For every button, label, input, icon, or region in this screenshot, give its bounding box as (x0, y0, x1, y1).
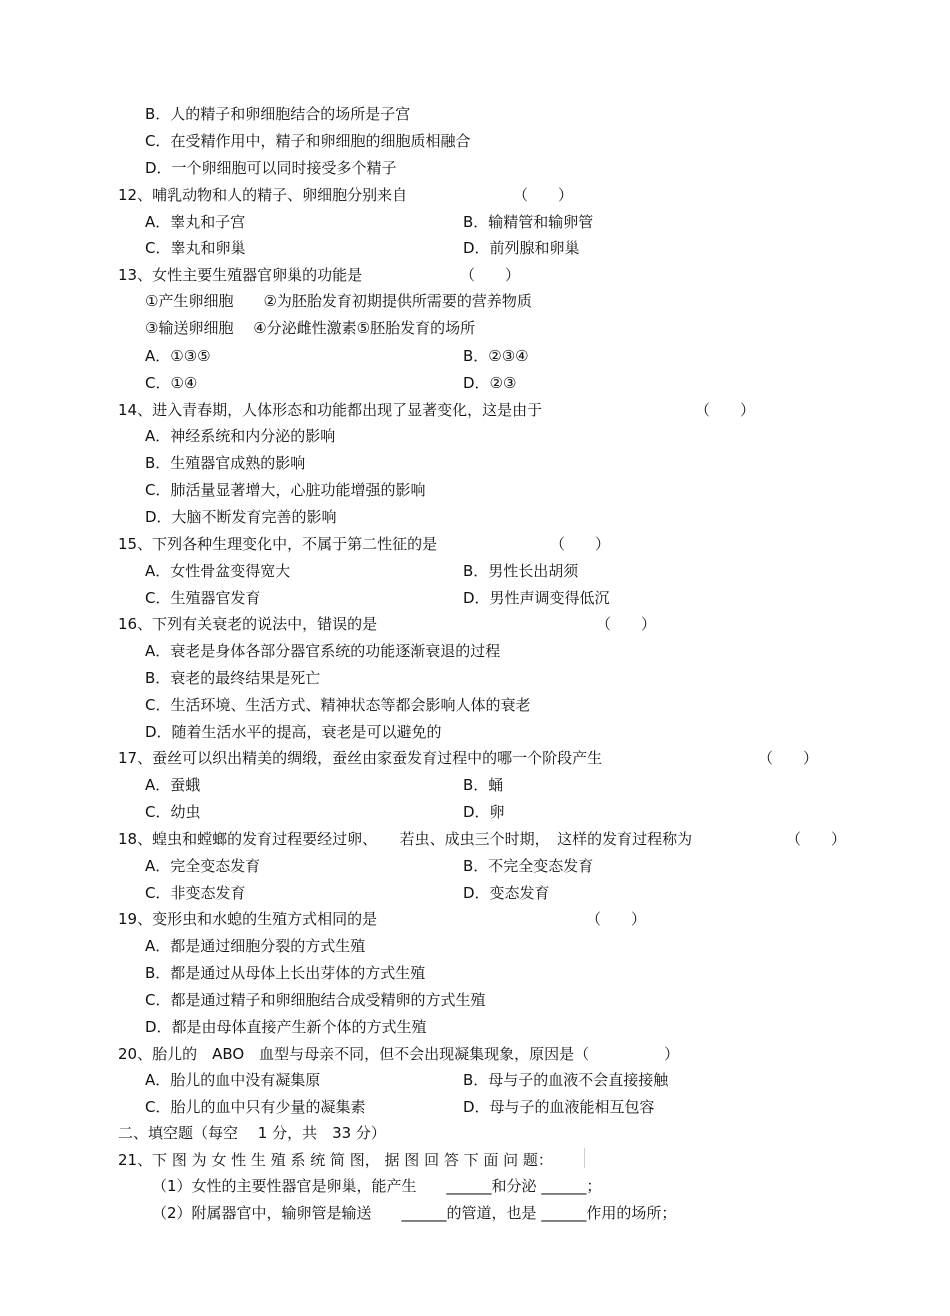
question-19: 19、变形虫和水螅的生殖方式相同的是 (118, 910, 378, 928)
option-13-a: A．①③⑤ (145, 347, 211, 365)
text-cursor-mark (584, 1148, 585, 1168)
option-19-a: A．都是通过细胞分裂的方式生殖 (145, 937, 366, 955)
question-15: 15、下列各种生理变化中，不属于第二性征的是 (118, 535, 438, 553)
option-14-d: D．大脑不断发育完善的影响 (145, 508, 337, 526)
option-20-b: B．母与子的血液不会直接接触 (463, 1071, 669, 1089)
option-13-d: D．②③ (463, 374, 517, 392)
option-17-b: B．蛹 (463, 776, 504, 794)
answer-paren-12: （ ） (513, 186, 574, 204)
answer-paren-17: （ ） (758, 749, 819, 767)
question-18: 18、蝗虫和螳螂的发育过程要经过卵、 若虫、成虫三个时期， 这样的发育过程称为 (118, 830, 693, 848)
option-15-a: A．女性骨盆变得宽大 (145, 562, 291, 580)
option-12-a: A．睾丸和子宫 (145, 213, 246, 231)
option-12-d: D．前列腺和卵巢 (463, 239, 580, 257)
option-16-b: B．衰老的最终结果是死亡 (145, 669, 321, 687)
option-20-a: A．胎儿的血中没有凝集原 (145, 1071, 321, 1089)
option-18-d: D．变态发育 (463, 884, 550, 902)
answer-paren-19: （ ） (586, 910, 647, 928)
question-12: 12、哺乳动物和人的精子、卵细胞分别来自 (118, 186, 408, 204)
option-13-b: B．②③④ (463, 347, 529, 365)
answer-paren-16: （ ） (596, 615, 657, 633)
option-20-c: C．胎儿的血中只有少量的凝集素 (145, 1098, 366, 1116)
option-19-b: B．都是通过从母体上长出芽体的方式生殖 (145, 964, 426, 982)
option-11-d: D．一个卵细胞可以同时接受多个精子 (145, 159, 397, 177)
answer-paren-13: （ ） (460, 266, 521, 284)
option-15-b: B．男性长出胡须 (463, 562, 579, 580)
option-20-d: D．母与子的血液能相互包容 (463, 1098, 655, 1116)
question-14: 14、进入青春期，人体形态和功能都出现了显著变化，这是由于 (118, 401, 543, 419)
option-17-d: D．卵 (463, 803, 505, 821)
option-18-a: A．完全变态发育 (145, 857, 261, 875)
option-16-a: A．衰老是身体各部分器官系统的功能逐渐衰退的过程 (145, 642, 501, 660)
question-13-items-1: ①产生卵细胞 ②为胚胎发育初期提供所需要的营养物质 (145, 292, 532, 310)
answer-paren-15: （ ） (550, 535, 611, 553)
option-15-c: C．生殖器官发育 (145, 589, 261, 607)
question-21: 21、下 图 为 女 性 生 殖 系 统 简 图， 据 图 回 答 下 面 问 题： (118, 1151, 553, 1169)
question-13-items-2: ③输送卵细胞 ④分泌雌性激素⑤胚胎发育的场所 (145, 319, 476, 337)
section-title-fill-in: 二、填空题（每空 1 分，共 33 分） (118, 1124, 386, 1142)
option-11-b: B．人的精子和卵细胞结合的场所是子宫 (145, 105, 411, 123)
option-19-d: D．都是由母体直接产生新个体的方式生殖 (145, 1018, 427, 1036)
option-18-c: C．非变态发育 (145, 884, 246, 902)
option-12-b: B．输精管和输卵管 (463, 213, 594, 231)
question-21-sub-2: （2）附属器官中，输卵管是输送 ______的管道，也是 ______作用的场所； (152, 1204, 677, 1222)
question-20: 20、胎儿的 ABO 血型与母亲不同，但不会出现凝集现象，原因是（ ） (118, 1045, 680, 1063)
option-18-b: B．不完全变态发育 (463, 857, 594, 875)
option-11-c: C．在受精作用中，精子和卵细胞的细胞质相融合 (145, 132, 471, 150)
question-13: 13、女性主要生殖器官卵巢的功能是 (118, 266, 363, 284)
option-12-c: C．睾丸和卵巢 (145, 239, 246, 257)
option-14-c: C．肺活量显著增大，心脏功能增强的影响 (145, 481, 426, 499)
option-14-b: B．生殖器官成熟的影响 (145, 454, 306, 472)
option-17-c: C．幼虫 (145, 803, 201, 821)
question-16: 16、下列有关衰老的说法中，错误的是 (118, 615, 378, 633)
question-21-sub-1: （1）女性的主要性器官是卵巢，能产生 ______和分泌 ______； (152, 1177, 602, 1195)
option-14-a: A．神经系统和内分泌的影响 (145, 427, 336, 445)
option-15-d: D．男性声调变得低沉 (463, 589, 610, 607)
question-17: 17、蚕丝可以织出精美的绸缎，蚕丝由家蚕发育过程中的哪一个阶段产生 (118, 749, 603, 767)
option-16-c: C．生活环境、生活方式、精神状态等都会影响人体的衰老 (145, 696, 531, 714)
option-13-c: C．①④ (145, 374, 198, 392)
option-17-a: A．蚕蛾 (145, 776, 201, 794)
answer-paren-18: （ ） (786, 830, 847, 848)
option-16-d: D．随着生活水平的提高，衰老是可以避免的 (145, 723, 442, 741)
option-19-c: C．都是通过精子和卵细胞结合成受精卵的方式生殖 (145, 991, 486, 1009)
answer-paren-14: （ ） (695, 401, 756, 419)
